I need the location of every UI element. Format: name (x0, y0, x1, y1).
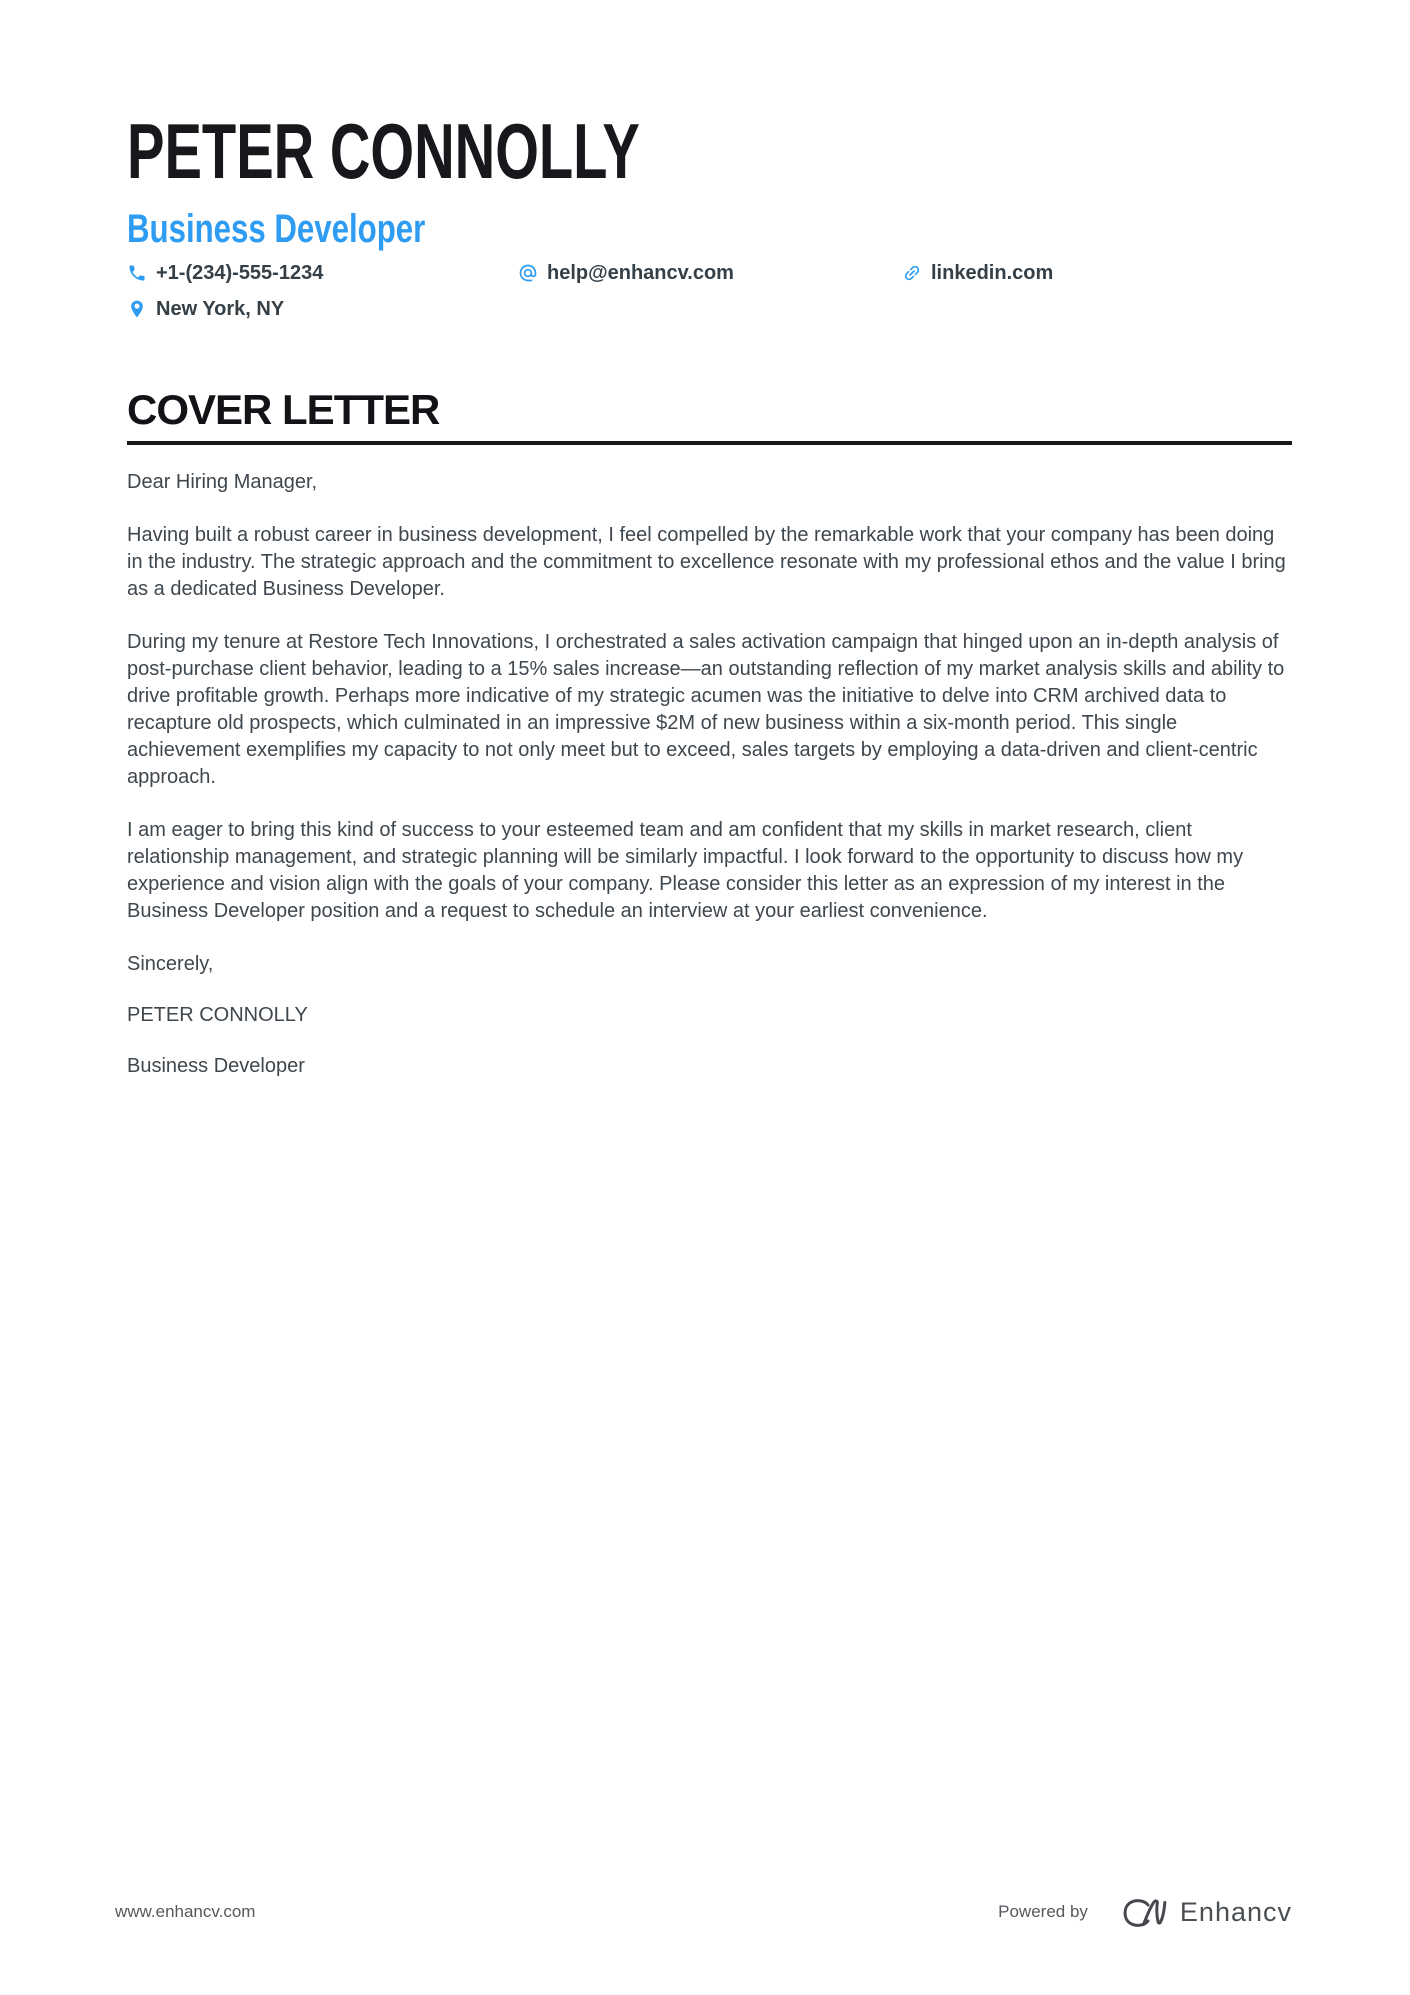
letter-paragraph: Having built a robust career in business development, I feel compelled by the remarkable work that your company has been doing in the industry. The strategic approach and the commitment to excellence resonate with my professional ethos and the value I bring as a dedicated Business Developer. (127, 524, 1286, 600)
phone-number: +1-(234)-555-1234 (156, 261, 324, 284)
salutation: Dear Hiring Manager, (127, 471, 318, 493)
phone-icon (127, 263, 147, 283)
page-footer (115, 1895, 1292, 1929)
powered-by-group[interactable] (998, 1895, 1292, 1929)
location-pin-icon (127, 299, 147, 319)
footer-website-link[interactable]: www.enhancv.com (115, 1902, 256, 1921)
linkedin-url: linkedin.com (931, 261, 1054, 284)
closing-line: Sincerely, (127, 953, 214, 975)
letter-body (127, 469, 1292, 1080)
job-title: Business Developer (127, 207, 426, 251)
person-name: PETER CONNOLLY (127, 107, 640, 195)
contact-row-2 (127, 297, 1292, 321)
contact-item-phone[interactable] (127, 262, 518, 285)
contact-item-linkedin[interactable] (902, 262, 1053, 285)
section-title: COVER LETTER (127, 386, 440, 433)
signature-title: Business Developer (127, 1055, 305, 1077)
location-text: New York, NY (156, 297, 285, 320)
letter-paragraph: During my tenure at Restore Tech Innovations, I orchestrated a sales activation campaign that hinged upon an in-depth analysis of post-purchase client behavior, leading to a 15% sales increase—an outstanding reflection of my market analysis skills and ability to drive profitable growth. Perhaps more indicative of my strategic acumen was the initiative to delve into CRM archived data to recapture old prospects, which culminated in an impressive $2M of new business within a six-month period. This single achievement exemplifies my capacity to not only meet but to exceed, sales targets by employing a data-driven and client-centric approach. (127, 631, 1285, 788)
contact-item-email[interactable] (518, 262, 902, 285)
email-address: help@enhancv.com (547, 261, 734, 284)
letter-paragraph: I am eager to bring this kind of success to your esteemed team and am confident that my skills in market research, client relationship management, and strategic planning will be similarly impactful. I look forward to the opportunity to discuss how my experience and vision align with the goals of your company. Please consider this letter as an expression of my interest in the Business Developer position and a request to schedule an interview at your earliest convenience. (127, 819, 1244, 922)
link-icon (902, 263, 922, 283)
powered-by-label: Powered by (998, 1902, 1088, 1921)
contact-row-1 (127, 261, 1292, 285)
contact-list (127, 261, 1292, 321)
contact-item-location (127, 298, 518, 321)
section-header (127, 387, 1292, 445)
signature-name: PETER CONNOLLY (127, 1004, 308, 1026)
enhancv-infinity-logo-icon (1118, 1895, 1168, 1929)
enhancv-wordmark: Enhancv (1179, 1896, 1292, 1927)
at-icon (518, 263, 538, 283)
